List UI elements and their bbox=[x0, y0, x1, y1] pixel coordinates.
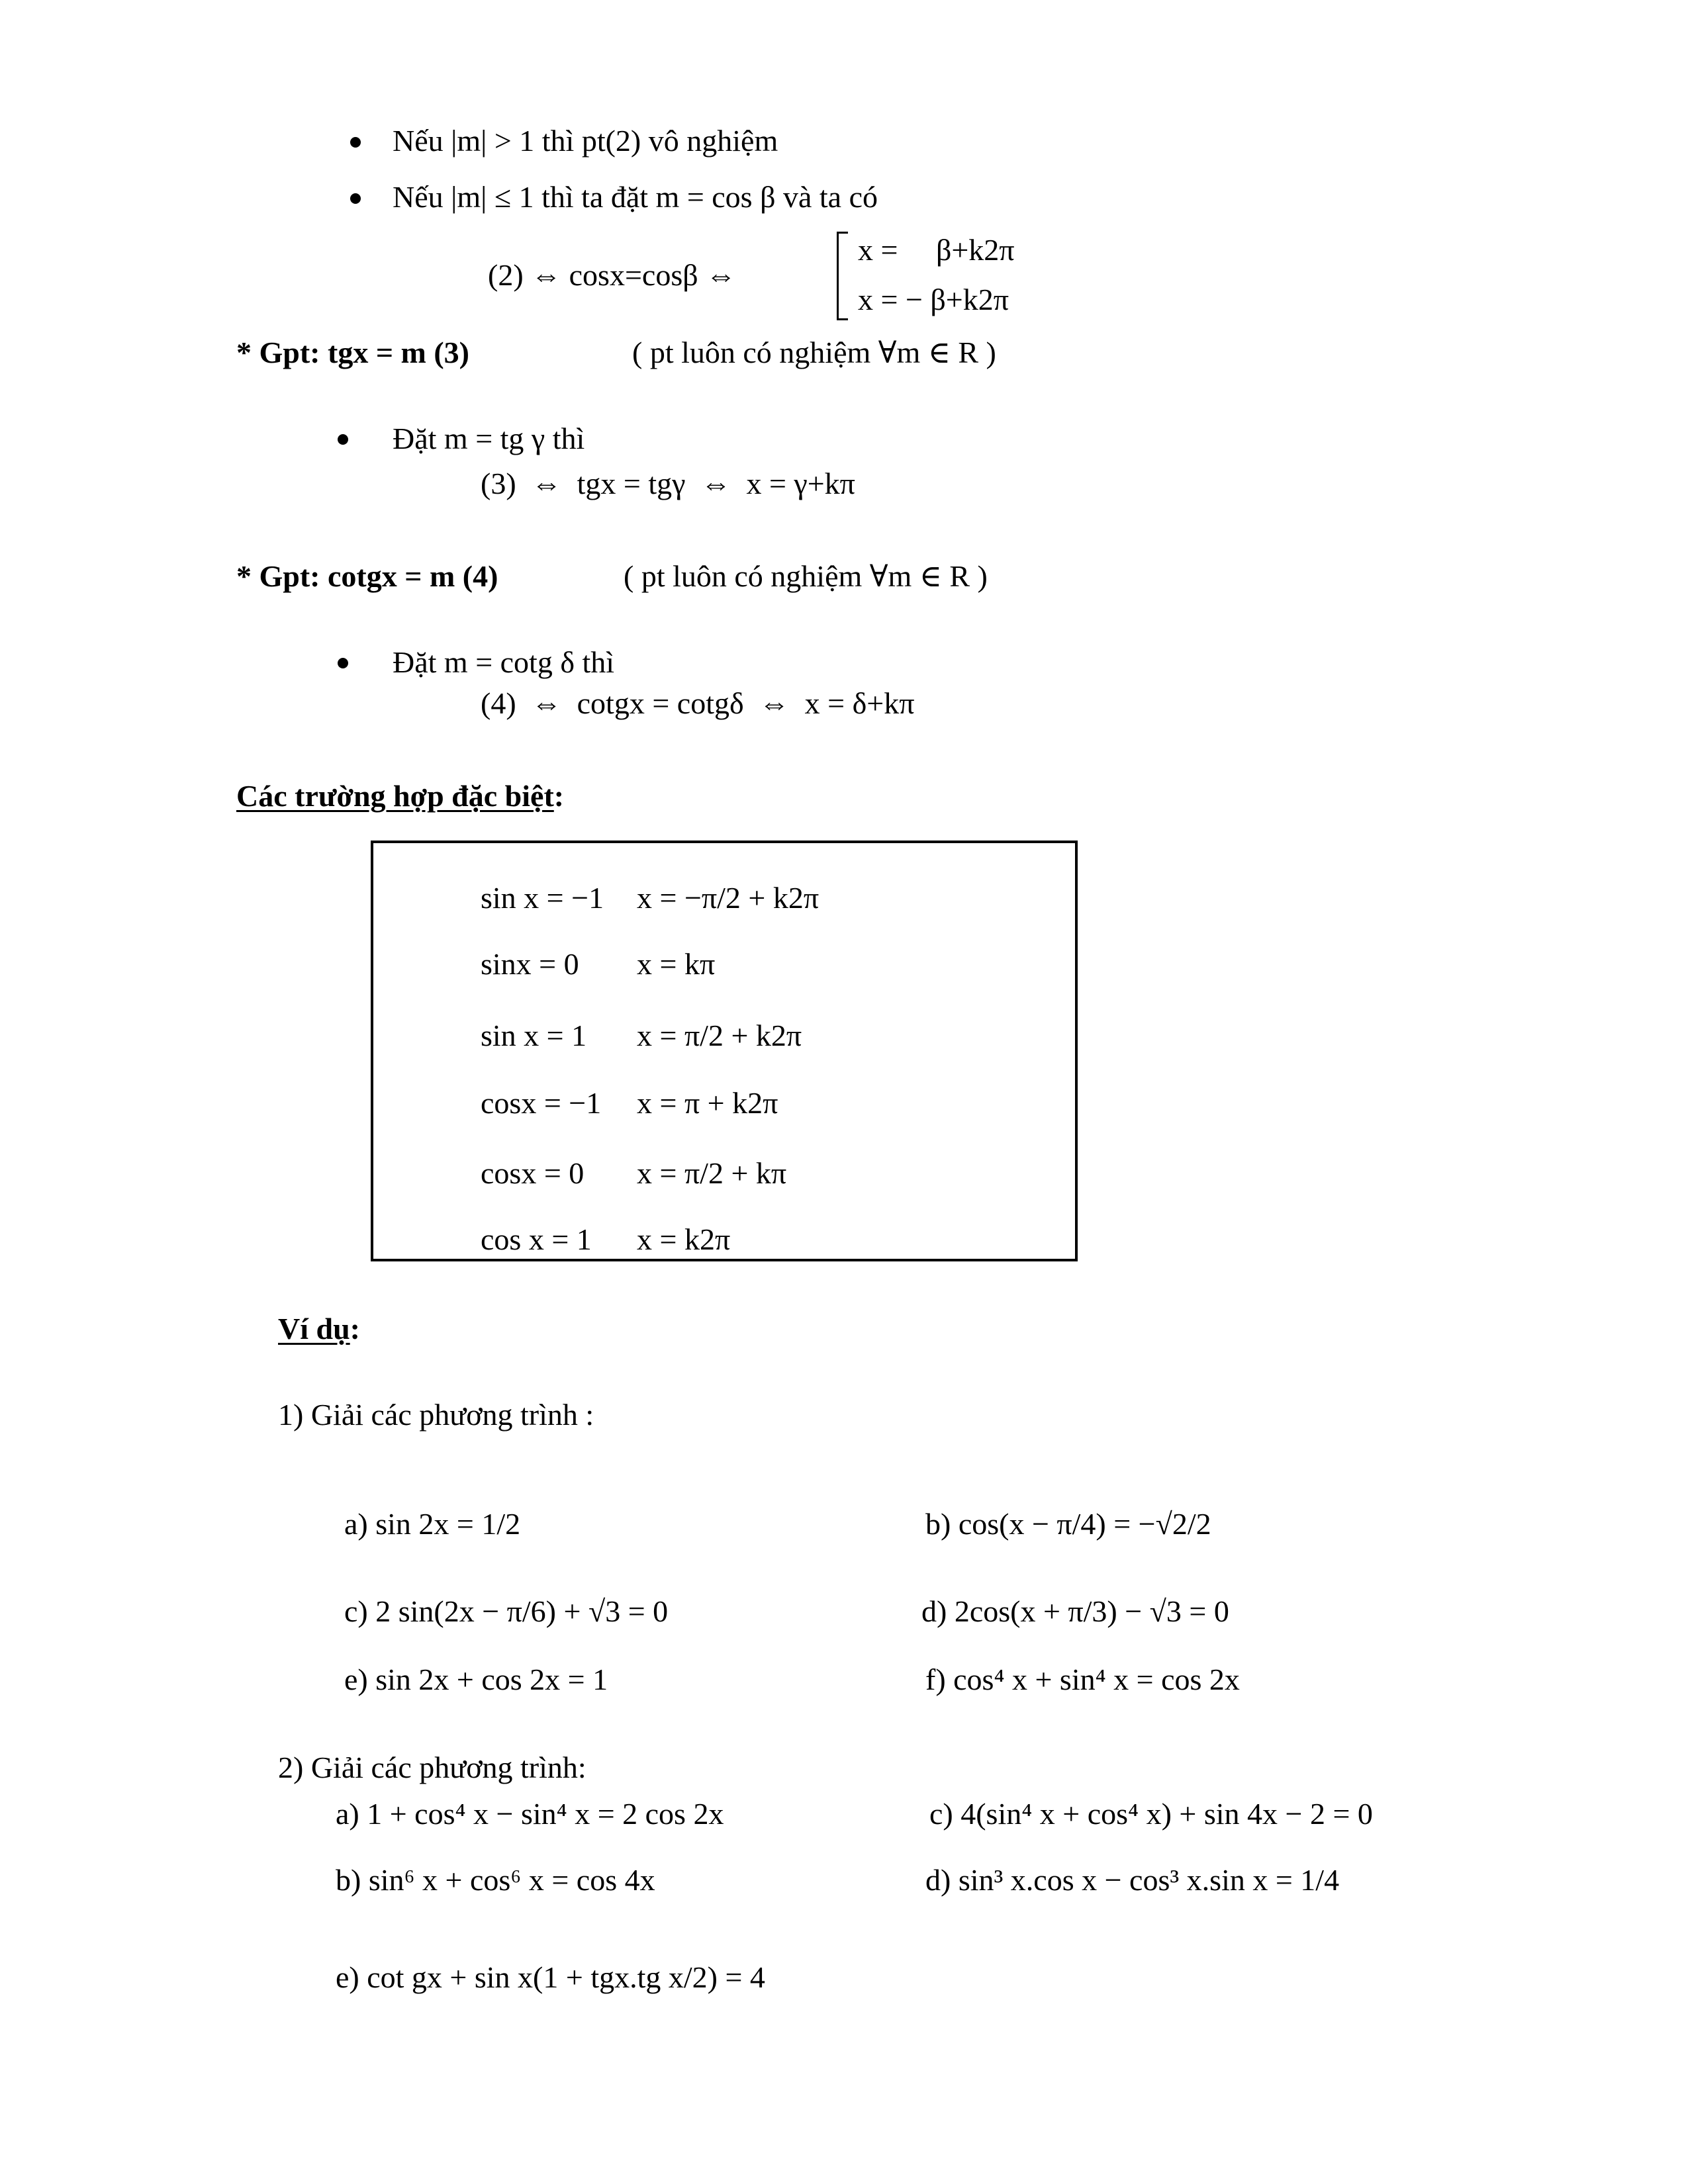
section-title-cotg: * Gpt: cotgx = m (4) bbox=[236, 559, 498, 593]
bullet-dot bbox=[350, 137, 361, 148]
bullet-dot bbox=[338, 658, 348, 668]
exercise-1a: a) sin 2x = 1/2 bbox=[344, 1507, 521, 1541]
tg-equation: (3) ⇔ tgx = tgγ ⇔ x = γ+kπ bbox=[481, 467, 855, 500]
section-title-tg: * Gpt: tgx = m (3) bbox=[236, 336, 469, 369]
special-row-lhs: cos x = 1 bbox=[481, 1222, 592, 1256]
section-note-cotg: ( pt luôn có nghiệm ∀m ∈ R ) bbox=[624, 559, 988, 593]
eq2-left: (2) ⇔ cosx=cosβ ⇔ bbox=[488, 258, 737, 292]
special-row-lhs: sin x = 1 bbox=[481, 1019, 587, 1052]
exercise-1c: c) 2 sin(2x − π/6) + √3 = 0 bbox=[344, 1594, 669, 1628]
exercise-2b: b) sin⁶ x + cos⁶ x = cos 4x bbox=[336, 1863, 655, 1897]
section-note-tg: ( pt luôn có nghiệm ∀m ∈ R ) bbox=[632, 336, 996, 369]
tg-bullet-text: Đặt m = tg γ thì bbox=[393, 422, 585, 455]
exercise-2e: e) cot gx + sin x(1 + tgx.tg x/2) = 4 bbox=[336, 1960, 765, 1994]
exercise-1f: f) cos⁴ x + sin⁴ x = cos 2x bbox=[925, 1662, 1240, 1696]
eq2-case-1: x = β+k2π bbox=[858, 233, 1015, 267]
special-row-lhs: sinx = 0 bbox=[481, 947, 579, 981]
eq2-case-2: x = − β+k2π bbox=[858, 283, 1009, 316]
bullet-text-1: Nếu |m| > 1 thì pt(2) vô nghiệm bbox=[393, 124, 778, 158]
special-row-lhs: cosx = 0 bbox=[481, 1156, 585, 1190]
special-row-lhs: cosx = −1 bbox=[481, 1086, 602, 1120]
examples-heading: Ví dụ: bbox=[278, 1312, 360, 1345]
special-row-rhs: x = π/2 + kπ bbox=[637, 1156, 787, 1190]
bullet-dot bbox=[338, 434, 348, 445]
special-row-lhs: sin x = −1 bbox=[481, 881, 604, 915]
special-row-rhs: x = kπ bbox=[637, 947, 716, 981]
exercise-1e: e) sin 2x + cos 2x = 1 bbox=[344, 1662, 608, 1696]
exercise-2d: d) sin³ x.cos x − cos³ x.sin x = 1/4 bbox=[925, 1863, 1340, 1897]
special-row-rhs: x = π/2 + k2π bbox=[637, 1019, 802, 1052]
case-bracket bbox=[837, 232, 848, 320]
example-2-title: 2) Giải các phương trình: bbox=[278, 1751, 586, 1784]
special-row-rhs: x = −π/2 + k2π bbox=[637, 881, 820, 915]
bullet-text-2: Nếu |m| ≤ 1 thì ta đặt m = cos β và ta có bbox=[393, 180, 878, 214]
cotg-equation: (4) ⇔ cotgx = cotgδ ⇔ x = δ+kπ bbox=[481, 686, 915, 720]
example-1-title: 1) Giải các phương trình : bbox=[278, 1398, 594, 1432]
special-row-rhs: x = π + k2π bbox=[637, 1086, 778, 1120]
exercise-1d: d) 2cos(x + π/3) − √3 = 0 bbox=[921, 1594, 1229, 1628]
exercise-2a: a) 1 + cos⁴ x − sin⁴ x = 2 cos 2x bbox=[336, 1797, 724, 1831]
cotg-bullet-text: Đặt m = cotg δ thì bbox=[393, 645, 615, 679]
special-heading: Các trường hợp đặc biệt: bbox=[236, 779, 565, 813]
special-row-rhs: x = k2π bbox=[637, 1222, 731, 1256]
exercise-1b: b) cos(x − π/4) = −√2/2 bbox=[925, 1507, 1211, 1541]
exercise-2c: c) 4(sin⁴ x + cos⁴ x) + sin 4x − 2 = 0 bbox=[929, 1797, 1373, 1831]
bullet-dot bbox=[350, 193, 361, 204]
